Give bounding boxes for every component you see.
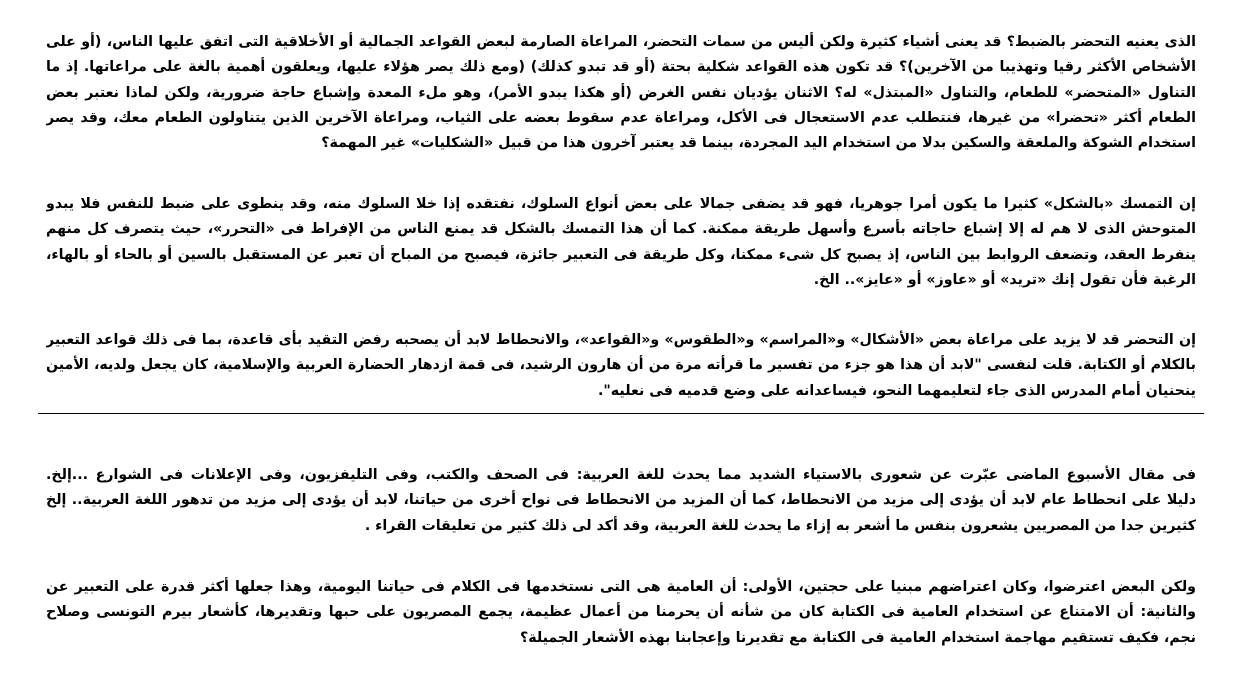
text-line: استخدام الشوكة والملعقة والسكين بدلا من استخدام اليد المجردة، بينما قد يعتبر آخرون هذا من قبيل «الشكليات» غير المهمة؟ (321, 135, 1196, 152)
text-line: الرغبة فأن تقول إنك «تريد» أو «عاوز» أو «عايز».. الخ. (813, 271, 1196, 288)
text-line: الذى يعنيه التحضر بالضبط؟ قد يعنى أشياء كثيرة ولكن أليس من سمات التحضر، المراعاة الصارمة لبعض القواعد الجمالية أو الأخلاقية التى اتفق عليها الناس، (أو على (46, 34, 1196, 50)
paragraph-1 (46, 30, 1196, 156)
text-line: بالكلام أو الكتابة. قلت لنفسى "لابد أن هذا هو جزء من تفسير ما قرأته مرة من أن هارون الرشيد، فى قمة ازدهار الحضارة العربية والإسلامية، كان يجعل ولديه، الأمين (46, 357, 1196, 374)
paragraph-5 (46, 575, 1196, 651)
text-line: ينحنيان أمام المدرس الذى جاء لتعليمهما النحو، فيساعدانه على وضع قدميه فى نعليه". (598, 382, 1196, 399)
paragraph-4 (46, 463, 1196, 539)
section-divider (38, 413, 1204, 414)
text-line: والثانية: أن الامتناع عن استخدام العامية فى الكتابة كان من شأنه أن يحرمنا من أعمال عظيمة، يجمع المصريون على حبها وتقديرها، كأشعار بيرم التونسى وصلاح (46, 604, 1196, 621)
paragraph-3 (46, 328, 1196, 404)
text-line: إن التمسك «بالشكل» كثيرا ما يكون أمرا جوهريا، فهو قد يضفى جمالا على بعض أنواع السلوك، نفتقده إذا خلا السلوك منه، وقد ينطوى على ضبط للنفس فلا يبدو (46, 196, 1196, 212)
text-line: التناول «المتحضر» للطعام، والتناول «المبتذل» له؟ الاثنان يؤديان نفس الغرض (أو هكذا يبدو الأمر)، وهو ملء المعدة وإشباع حاجة ضرورية، ولكن لماذا نعتبر بعض (46, 84, 1196, 101)
text-line: الأشخاص الأكثر رقيا وتهذيبا من الآخرين)؟ قد تكون هذه القواعد شكلية بحتة (أو قد تبدو كذلك) (ومع ذلك يصر هؤلاء عليها، ويعلقون أهمية بالغة على مراعاتها. إذ ما (46, 59, 1196, 76)
text-line: نجم، فكيف تستقيم مهاجمة استخدام العامية فى الكتابة مع تقديرنا وإعجابنا بهذه الأشعار الجميلة؟ (519, 629, 1196, 646)
text-line: دليلا على انحطاط عام لابد أن يؤدى إلى مزيد من الانحطاط، كما أن المزيد من الانحطاط فى نواح أخرى من حياتنا، لابد أن يؤدى إلى مزيد من تدهور اللغة العربية.. إلخ (46, 492, 1196, 509)
text-line: المتوحش الذى لا هم له إلا إشباع حاجاته بأسرع وأسهل طريقة ممكنة. كما أن هذا التمسك بالشكل قد يمنع الناس من الإفراط فى «التحرر»، حيث يتصرف كل منهم (46, 221, 1196, 238)
paragraph-2 (46, 192, 1196, 293)
text-line: الطعام أكثر «تحضرا» من غيرها، فنتطلب عدم الاستعجال فى الأكل، ومراعاة عدم سقوط بعضه على الثياب، ومراعاة الآخرين الذين يتناولون الطعام معك، وقد يصر (46, 109, 1196, 126)
text-line: إن التحضر قد لا يزيد على مراعاة بعض «الأشكال» و«المراسم» و«الطقوس» و«القواعد»، والانحطاط لابد أن يصحبه رفض التقيد بأى قاعدة، بما فى ذلك قواعد التعبير (46, 332, 1196, 348)
text-line: كثيرين جدا من المصريين يشعرون بنفس ما أشعر به إزاء ما يحدث للغة العربية، وقد أكد لى ذلك كثير من تعليقات القراء . (364, 517, 1196, 534)
text-line: ولكن البعض اعترضوا، وكان اعتراضهم مبنيا على حجتين، الأولى: أن العامية هى التى نستخدمها فى الكلام فى حياتنا اليومية، وهذا جعلها أكثر قدرة على التعبير عن (46, 579, 1196, 595)
text-line: فى مقال الأسبوع الماضى عبّرت عن شعورى بالاستياء الشديد مما يحدث للغة العربية: فى الصحف والكتب، وفى التليفزيون، وفى الإعلانات فى الشوارع ...إلخ. (46, 467, 1196, 483)
text-line: ينفرط العقد، وتضعف الروابط بين الناس، إذ يصبح كل شىء ممكنا، وكل طريقة فى التعبير جائزة، فيصبح من المباح أن تعبر عن المستقبل بالسين أو بالحاء أو بالهاء، (46, 246, 1196, 263)
